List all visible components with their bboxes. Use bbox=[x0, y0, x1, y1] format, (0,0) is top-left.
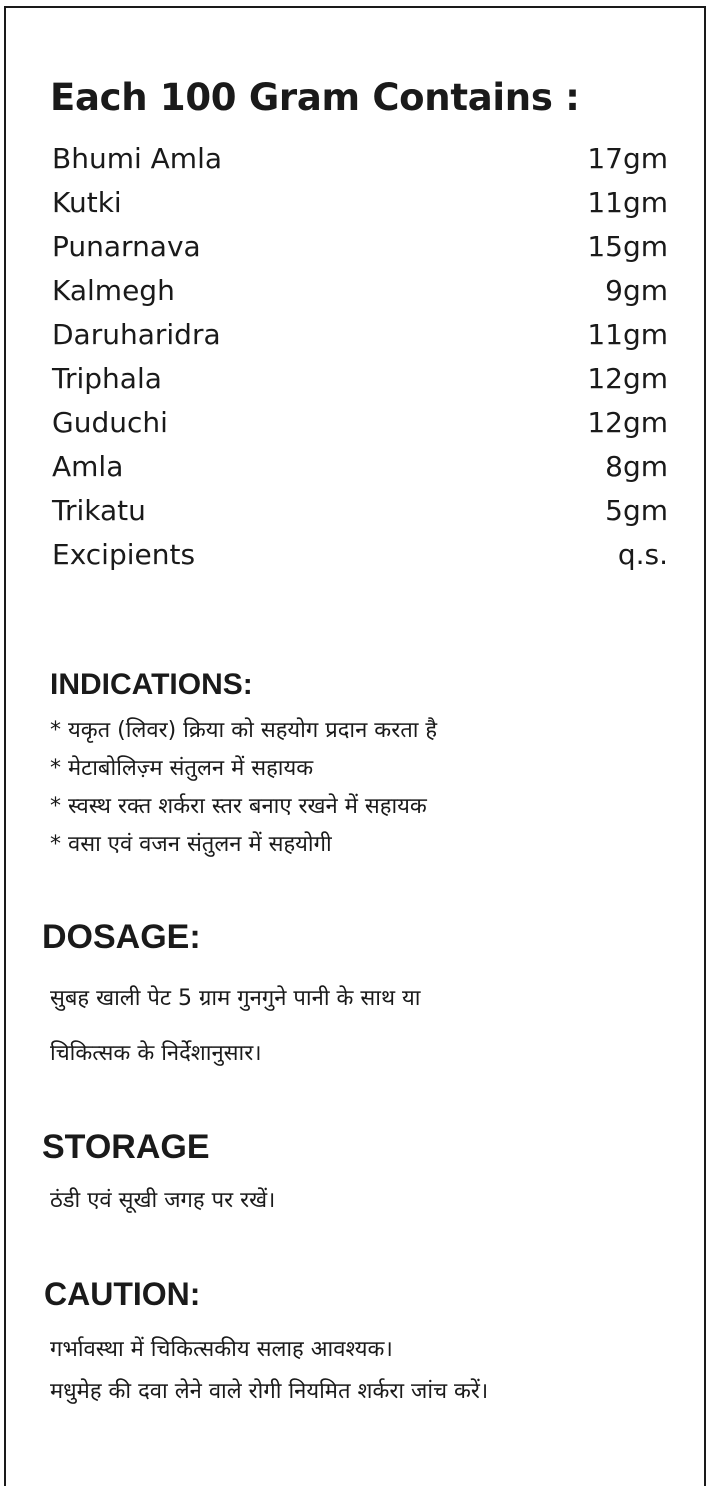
ingredient-amount: 17gm bbox=[587, 141, 668, 175]
composition-title: Each 100 Gram Contains : bbox=[50, 76, 580, 119]
ingredient-amount: 8gm bbox=[605, 449, 668, 483]
ingredient-row bbox=[52, 532, 668, 576]
dosage-text bbox=[50, 976, 420, 1086]
ingredient-list bbox=[52, 136, 668, 576]
caution-text bbox=[50, 1330, 488, 1414]
ingredient-name: Amla bbox=[52, 449, 124, 483]
indication-item: * स्वस्थ रक्त शर्करा स्तर बनाए रखने में सहायक bbox=[50, 794, 427, 819]
storage-text bbox=[50, 1182, 275, 1220]
ingredient-row bbox=[52, 136, 668, 180]
ingredient-row bbox=[52, 312, 668, 356]
ingredient-name: Punarnava bbox=[52, 229, 201, 263]
ingredient-row bbox=[52, 488, 668, 532]
ingredient-amount: 12gm bbox=[587, 405, 668, 439]
caution-line: गर्भावस्था में चिकित्सकीय सलाह आवश्यक। bbox=[50, 1337, 393, 1362]
ingredient-row bbox=[52, 444, 668, 488]
ingredient-amount: 11gm bbox=[587, 185, 668, 219]
indications-heading: INDICATIONS: bbox=[50, 668, 253, 701]
ingredient-name: Daruharidra bbox=[52, 317, 221, 351]
ingredient-amount: q.s. bbox=[617, 537, 668, 571]
ingredient-row bbox=[52, 224, 668, 268]
dosage-line: सुबह खाली पेट 5 ग्राम गुनगुने पानी के साथ या bbox=[50, 986, 421, 1011]
dosage-line: चिकित्सक के निर्देशानुसार। bbox=[50, 1041, 262, 1066]
caution-heading: CAUTION: bbox=[44, 1276, 201, 1312]
caution-line: मधुमेह की दवा लेने वाले रोगी नियमित शर्करा जांच करें। bbox=[50, 1379, 489, 1404]
ingredient-row bbox=[52, 356, 668, 400]
ingredient-name: Excipients bbox=[52, 537, 196, 571]
ingredient-row bbox=[52, 400, 668, 444]
ingredient-name: Bhumi Amla bbox=[52, 141, 223, 175]
ingredient-amount: 12gm bbox=[587, 361, 668, 395]
ingredient-row bbox=[52, 180, 668, 224]
indication-item: * मेटाबोलिज़्म संतुलन में सहायक bbox=[50, 756, 314, 781]
ingredient-amount: 15gm bbox=[587, 229, 668, 263]
dosage-heading: DOSAGE: bbox=[42, 918, 201, 956]
ingredient-row bbox=[52, 268, 668, 312]
ingredient-amount: 11gm bbox=[587, 317, 668, 351]
storage-line: ठंडी एवं सूखी जगह पर रखें। bbox=[50, 1188, 276, 1213]
indication-item: * यकृत (लिवर) क्रिया को सहयोग प्रदान करता है bbox=[50, 718, 438, 743]
ingredient-name: Trikatu bbox=[52, 493, 146, 527]
indication-item: * वसा एवं वजन संतुलन में सहयोगी bbox=[50, 832, 332, 857]
ingredient-name: Guduchi bbox=[52, 405, 168, 439]
ingredient-amount: 5gm bbox=[605, 493, 668, 527]
ingredient-name: Kalmegh bbox=[52, 273, 175, 307]
ingredient-amount: 9gm bbox=[605, 273, 668, 307]
ingredient-name: Triphala bbox=[52, 361, 162, 395]
indications-list bbox=[50, 712, 437, 864]
storage-heading: STORAGE bbox=[42, 1128, 210, 1166]
ingredient-name: Kutki bbox=[52, 185, 122, 219]
